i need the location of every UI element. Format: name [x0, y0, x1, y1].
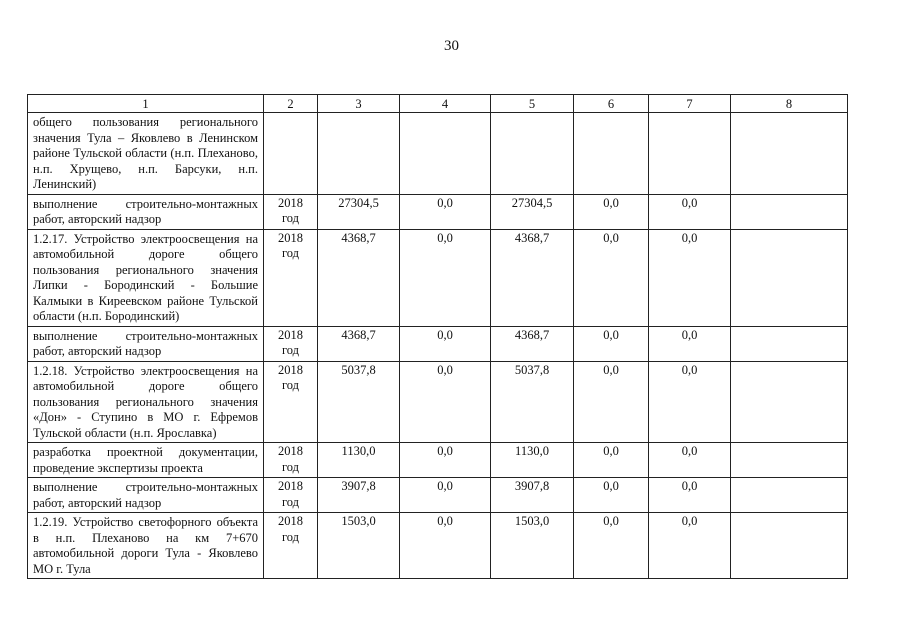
total-cell: 4368,7	[318, 326, 400, 361]
federal-cell: 0,0	[400, 326, 491, 361]
notes-cell	[731, 113, 848, 195]
year-cell	[264, 113, 318, 195]
total-cell	[318, 113, 400, 195]
local-cell: 0,0	[574, 513, 649, 579]
other-cell	[649, 113, 731, 195]
description-cell: выполнение строительно-монтажных работ, авторский надзор	[28, 478, 264, 513]
notes-cell	[731, 361, 848, 443]
total-cell: 1130,0	[318, 443, 400, 478]
local-cell: 0,0	[574, 478, 649, 513]
table-row	[28, 478, 848, 513]
total-cell: 1503,0	[318, 513, 400, 579]
federal-cell: 0,0	[400, 361, 491, 443]
notes-cell	[731, 443, 848, 478]
other-cell: 0,0	[649, 478, 731, 513]
table-row	[28, 443, 848, 478]
regional-cell: 1130,0	[491, 443, 574, 478]
budget-table	[27, 94, 848, 579]
table-row	[28, 361, 848, 443]
table-row	[28, 513, 848, 579]
year-cell: 2018 год	[264, 443, 318, 478]
notes-cell	[731, 229, 848, 326]
page-number: 30	[444, 38, 459, 54]
description-cell: разработка проектной документации, проведение экспертизы проекта	[28, 443, 264, 478]
regional-cell: 5037,8	[491, 361, 574, 443]
other-cell: 0,0	[649, 229, 731, 326]
year-cell: 2018 год	[264, 194, 318, 229]
federal-cell: 0,0	[400, 513, 491, 579]
total-cell: 5037,8	[318, 361, 400, 443]
local-cell: 0,0	[574, 229, 649, 326]
header-cell: 8	[731, 95, 848, 113]
description-cell: 1.2.18. Устройство электроосвещения на автомобильной дороге общего пользования регионального значения «Дон» - Ступино в МО г. Ефремов Тульской области (н.п. Ярославка)	[28, 361, 264, 443]
header-cell: 2	[264, 95, 318, 113]
other-cell: 0,0	[649, 194, 731, 229]
description-cell: выполнение строительно-монтажных работ, авторский надзор	[28, 194, 264, 229]
header-row	[28, 95, 848, 113]
table-row	[28, 229, 848, 326]
table-row	[28, 113, 848, 195]
federal-cell: 0,0	[400, 478, 491, 513]
header-cell: 4	[400, 95, 491, 113]
regional-cell: 27304,5	[491, 194, 574, 229]
description-cell: 1.2.19. Устройство светофорного объекта в н.п. Плеханово на км 7+670 автомобильной дороги Тула - Яковлево МО г. Тула	[28, 513, 264, 579]
other-cell: 0,0	[649, 361, 731, 443]
federal-cell: 0,0	[400, 194, 491, 229]
other-cell: 0,0	[649, 443, 731, 478]
local-cell: 0,0	[574, 326, 649, 361]
federal-cell	[400, 113, 491, 195]
year-cell: 2018 год	[264, 326, 318, 361]
year-cell: 2018 год	[264, 361, 318, 443]
header-cell: 5	[491, 95, 574, 113]
header-cell: 1	[28, 95, 264, 113]
regional-cell: 1503,0	[491, 513, 574, 579]
description-cell: общего пользования регионального значения Тула – Яковлево в Ленинском районе Тульской области (н.п. Плеханово, н.п. Хрущево, н.п. Барсуки, н.п. Ленинский)	[28, 113, 264, 195]
header-cell: 6	[574, 95, 649, 113]
other-cell: 0,0	[649, 513, 731, 579]
header-cell: 3	[318, 95, 400, 113]
notes-cell	[731, 194, 848, 229]
description-cell: выполнение строительно-монтажных работ, авторский надзор	[28, 326, 264, 361]
regional-cell: 4368,7	[491, 229, 574, 326]
year-cell: 2018 год	[264, 513, 318, 579]
total-cell: 3907,8	[318, 478, 400, 513]
notes-cell	[731, 478, 848, 513]
notes-cell	[731, 513, 848, 579]
federal-cell: 0,0	[400, 443, 491, 478]
regional-cell: 3907,8	[491, 478, 574, 513]
regional-cell	[491, 113, 574, 195]
federal-cell: 0,0	[400, 229, 491, 326]
year-cell: 2018 год	[264, 478, 318, 513]
other-cell: 0,0	[649, 326, 731, 361]
notes-cell	[731, 326, 848, 361]
local-cell: 0,0	[574, 194, 649, 229]
description-cell: 1.2.17. Устройство электроосвещения на автомобильной дороге общего пользования регионального значения Липки - Бородинский - Большие Калмыки в Киреевском районе Тульской области (н.п. Бородинский)	[28, 229, 264, 326]
year-cell: 2018 год	[264, 229, 318, 326]
total-cell: 27304,5	[318, 194, 400, 229]
local-cell: 0,0	[574, 361, 649, 443]
table-row	[28, 194, 848, 229]
header-cell: 7	[649, 95, 731, 113]
table-row	[28, 326, 848, 361]
local-cell: 0,0	[574, 443, 649, 478]
total-cell: 4368,7	[318, 229, 400, 326]
regional-cell: 4368,7	[491, 326, 574, 361]
local-cell	[574, 113, 649, 195]
